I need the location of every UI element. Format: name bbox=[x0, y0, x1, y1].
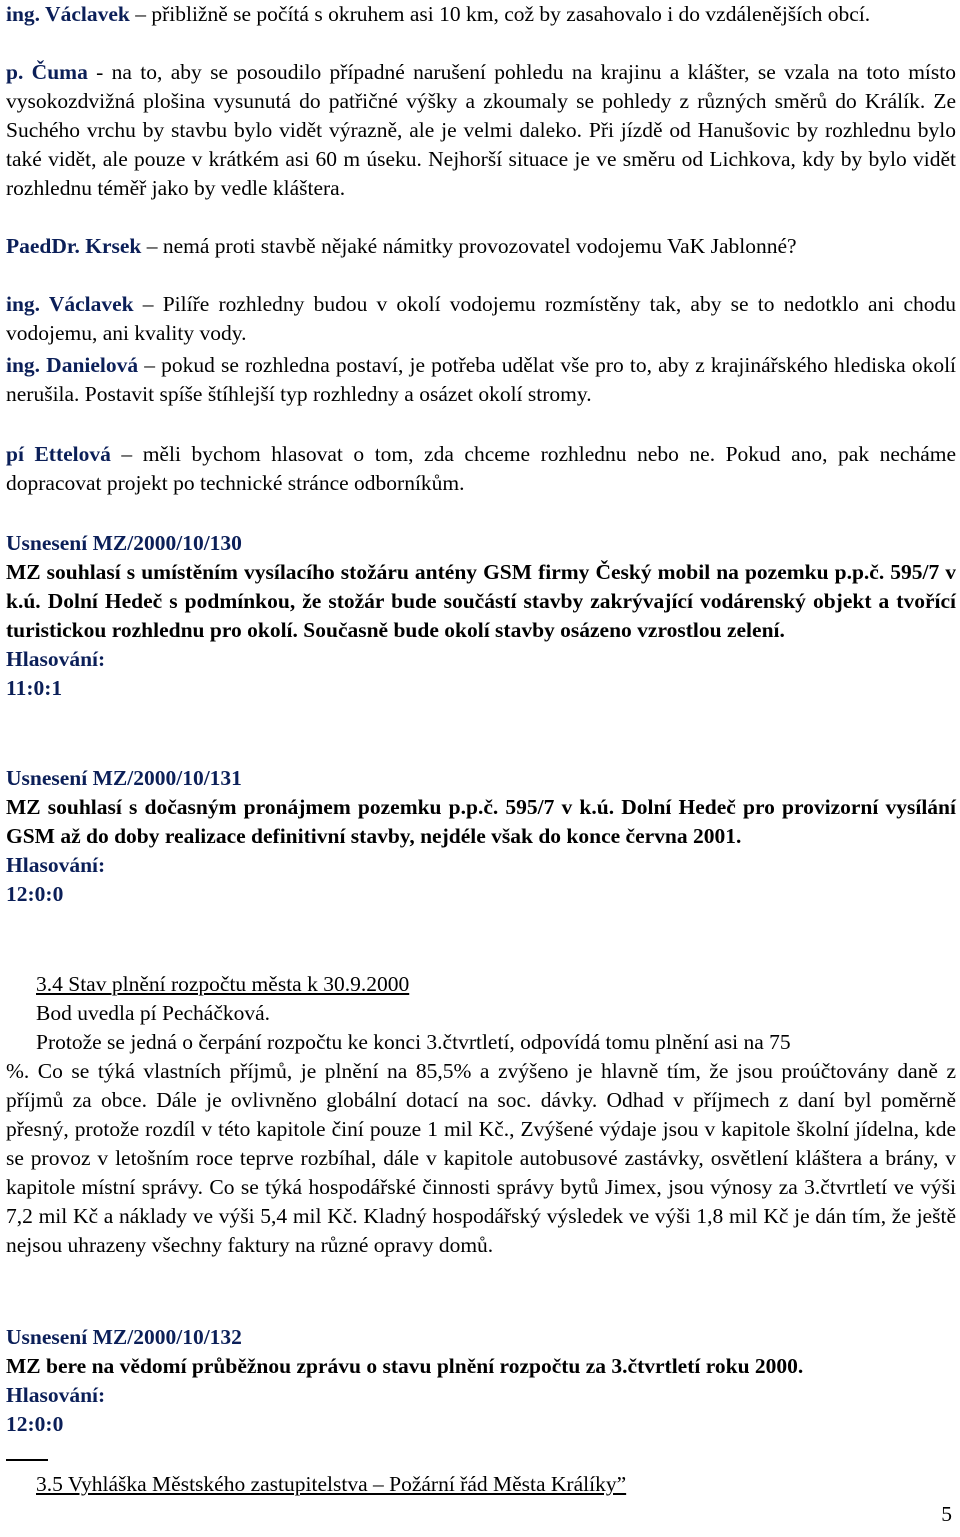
resolution-130 bbox=[6, 529, 956, 703]
section-body-lead: Protože se jedná o čerpání rozpočtu ke konci 3.čtvrtletí, odpovídá tomu plnění asi na 75 bbox=[36, 1030, 791, 1054]
discussion-paragraph-krsek bbox=[6, 232, 956, 261]
discussion-paragraph-ettelova bbox=[6, 440, 956, 498]
discussion-paragraph-cuma bbox=[6, 58, 956, 203]
page-number: 5 bbox=[941, 1502, 952, 1526]
speaker-name: PaedDr. Krsek bbox=[6, 234, 142, 258]
paragraph-text: – nemá proti stavbě nějaké námitky provozovatel vodojemu VaK Jablonné? bbox=[141, 234, 797, 258]
discussion-paragraph-vaclavek-2 bbox=[6, 290, 956, 348]
resolution-text: MZ souhlasí s dočasným pronájmem pozemku p.p.č. 595/7 v k.ú. Dolní Hedeč pro provizorní vysílání GSM až do doby realizace definitivní stavby, nejdéle však do konce června 2001. bbox=[6, 795, 956, 848]
paragraph-text: – Pilíře rozhledny budou v okolí vodojemu rozmístěny tak, aby se to nedotklo ani chodu vodojemu, ani kvality vody. bbox=[6, 292, 956, 345]
resolution-131 bbox=[6, 764, 956, 909]
vote-label: Hlasování: bbox=[6, 647, 106, 671]
vote-result: 12:0:0 bbox=[6, 1412, 64, 1436]
paragraph-text: – pokud se rozhledna postaví, je potřeba udělat vše pro to, aby z krajinářského hlediska okolí nerušila. Postavit spíše štíhlejší typ rozhledny a osázet okolí stromy. bbox=[6, 353, 957, 406]
section-intro: Bod uvedla pí Pecháčková. bbox=[36, 1001, 271, 1025]
section-heading: 3.5 Vyhláška Městského zastupitelstva – Požární řád Města Králíky” bbox=[36, 1472, 627, 1496]
section-heading: 3.4 Stav plnění rozpočtu města k 30.9.2000 bbox=[36, 972, 410, 996]
speaker-name: ing. Václavek bbox=[6, 2, 130, 26]
vote-result: 11:0:1 bbox=[6, 676, 63, 700]
resolution-text: MZ bere na vědomí průběžnou zprávu o stavu plnění rozpočtu za 3.čtvrtletí roku 2000. bbox=[6, 1354, 804, 1378]
paragraph-text: – přibližně se počítá s okruhem asi 10 km, což by zasahovalo i do vzdálenějších obcí. bbox=[129, 2, 871, 26]
section-body: %. Co se týká vlastních příjmů, je plnění na 85,5% a zvýšeno je hlavně tím, že jsou proúčtovány daně z příjmů za obce. Dále je ovlivněno globální dotací na soc. dávky. Odhad v příjmech z daní byl poměrně přesný, protože rozdíl v této kapitole činí pouze 1 mil Kč., Zvýšené výdaje jsou v kapitole školní jídelna, kde se provoz v letošním roce teprve rozbíhal, dále v kapitole autobusové zastávky, osvětlení kláštera a brány, v kapitole místní správy. Co se týká hospodářské činnosti správy bytů Jimex, jsou výnosy za 3.čtvrtletí ve výši 7,2 mil Kč a náklady ve výši 5,4 mil Kč. Kladný hospodářský výsledek ve výši 1,8 mil Kč je dán tím, že ještě nejsou uhrazeny všechny faktury na různé opravy domů. bbox=[6, 1059, 956, 1257]
paragraph-text: – měli bychom hlasovat o tom, zda chceme rozhlednu nebo ne. Pokud ano, pak necháme dopracovat projekt po technické stránce odborníkům. bbox=[6, 442, 957, 495]
section-3-4 bbox=[6, 970, 956, 1260]
resolution-text: MZ souhlasí s umístěním vysílacího stožáru antény GSM firmy Český mobil na pozemku p.p.č. 595/7 v k.ú. Dolní Hedeč s podmínkou, že stožár bude součástí stavby zakrývající vodárenský objekt a tvořící turistickou rozhlednu pro okolí. Současně bude okolí stavby osázeno vzrostlou zelení. bbox=[6, 560, 956, 642]
vote-label: Hlasování: bbox=[6, 853, 106, 877]
resolution-title: Usnesení MZ/2000/10/132 bbox=[6, 1325, 242, 1349]
speaker-name: ing. Danielová bbox=[6, 353, 139, 377]
speaker-name: pí Ettelová bbox=[6, 442, 111, 466]
resolution-132 bbox=[6, 1323, 956, 1439]
discussion-paragraph-danielova bbox=[6, 351, 956, 409]
speaker-name: ing. Václavek bbox=[6, 292, 134, 316]
divider bbox=[6, 1459, 48, 1461]
vote-label: Hlasování: bbox=[6, 1383, 106, 1407]
discussion-paragraph-vaclavek-1 bbox=[6, 0, 956, 29]
section-3-5 bbox=[6, 1470, 956, 1499]
vote-result: 12:0:0 bbox=[6, 882, 64, 906]
resolution-title: Usnesení MZ/2000/10/130 bbox=[6, 531, 242, 555]
speaker-name: p. Čuma bbox=[6, 60, 88, 84]
paragraph-text: - na to, aby se posoudilo případné narušení pohledu na krajinu a klášter, se vzala na toto místo vysokozdvižná plošina vysunutá do patřičné výšky a zkoumaly se pohledy z různých směrů do Králík. Ze Suchého vrchu by stavbu bylo vidět výrazně, ale je velmi daleko. Při jízdě od Hanušovic by rozhlednu bylo také vidět, ale pouze v krátkém asi 60 m úseku. Nejhorší situace je ve směru od Lichkova, kdy by bylo vidět rozhlednu téměř jako by vedle kláštera. bbox=[6, 60, 956, 200]
resolution-title: Usnesení MZ/2000/10/131 bbox=[6, 766, 242, 790]
